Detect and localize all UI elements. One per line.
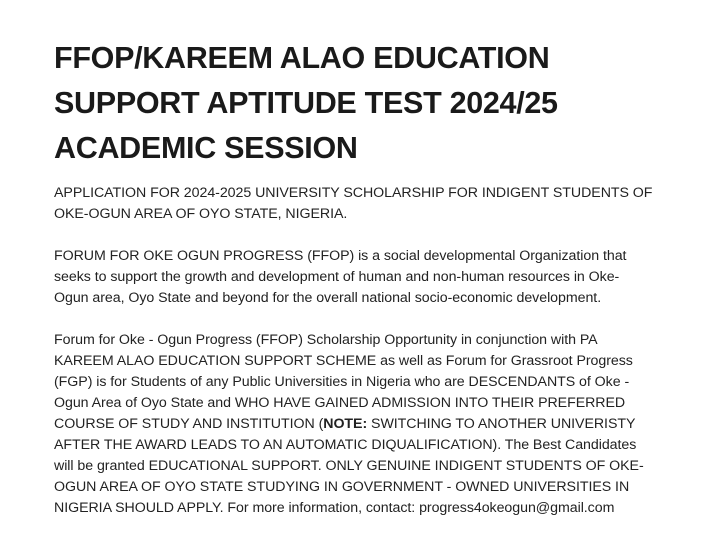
page-title bbox=[54, 36, 674, 171]
text-line: Forum for Oke - Ogun Progress (FFOP) Scholarship Opportunity in conjunction with PA bbox=[54, 332, 598, 348]
text-line: seeks to support the growth and development of human and non-human resources in Oke- bbox=[54, 269, 620, 285]
contact-email: progress4okeogun@gmail.com bbox=[419, 500, 615, 516]
text-line: Ogun Area of Oyo State and WHO HAVE GAINED ADMISSION INTO THEIR PREFERRED bbox=[54, 395, 626, 411]
text-line: (FGP) is for Students of any Public Universities in Nigeria who are DESCENDANTS of Oke - bbox=[54, 374, 630, 390]
text-line: APPLICATION FOR 2024-2025 UNIVERSITY SCHOLARSHIP FOR INDIGENT STUDENTS OF bbox=[54, 185, 653, 201]
note-line bbox=[54, 414, 674, 435]
application-heading-paragraph bbox=[54, 183, 674, 225]
text-line: Ogun area, Oyo State and beyond for the overall national socio-economic development. bbox=[54, 290, 602, 306]
organization-description-paragraph bbox=[54, 246, 674, 309]
note-line-prefix: COURSE OF STUDY AND INSTITUTION ( bbox=[54, 416, 324, 432]
document-body bbox=[54, 36, 674, 519]
text-line: FORUM FOR OKE OGUN PROGRESS (FFOP) is a social developmental Organization that bbox=[54, 248, 627, 264]
text-line: AFTER THE AWARD LEADS TO AN AUTOMATIC DIQUALIFICATION). The Best Candidates bbox=[54, 437, 637, 453]
title-line: SUPPORT APTITUDE TEST 2024/25 bbox=[54, 86, 558, 120]
scholarship-details-paragraph bbox=[54, 330, 674, 519]
text-line: OKE-OGUN AREA OF OYO STATE, NIGERIA. bbox=[54, 206, 348, 222]
text-line: OGUN AREA OF OYO STATE STUDYING IN GOVERNMENT - OWNED UNIVERSITIES IN bbox=[54, 479, 630, 495]
text-line: will be granted EDUCATIONAL SUPPORT. ONLY GENUINE INDIGENT STUDENTS OF OKE- bbox=[54, 458, 644, 474]
note-label: NOTE: bbox=[323, 416, 368, 432]
title-line: FFOP/KAREEM ALAO EDUCATION bbox=[54, 41, 550, 75]
title-line: ACADEMIC SESSION bbox=[54, 131, 358, 165]
text-line: KAREEM ALAO EDUCATION SUPPORT SCHEME as well as Forum for Grassroot Progress bbox=[54, 353, 633, 369]
contact-prefix: NIGERIA SHOULD APPLY. For more information, contact: bbox=[54, 500, 420, 516]
note-line-suffix: SWITCHING TO ANOTHER UNIVERISTY bbox=[367, 416, 636, 432]
contact-line bbox=[54, 498, 674, 519]
